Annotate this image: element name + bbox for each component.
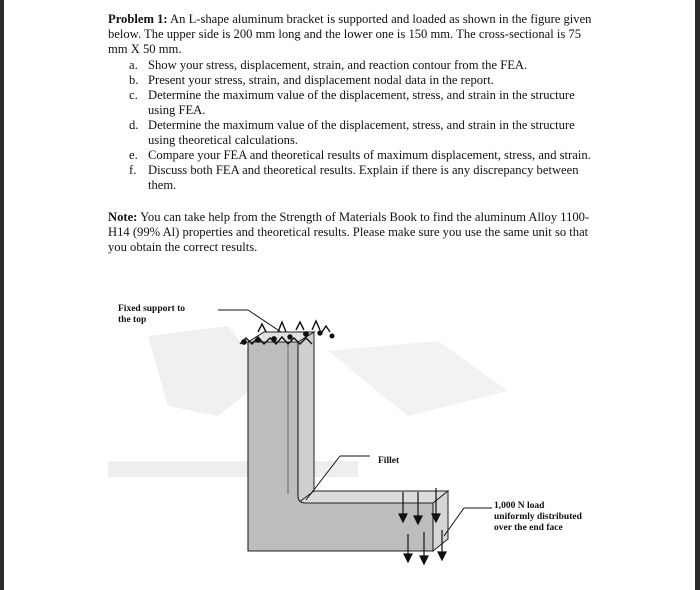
task-marker: d. bbox=[129, 118, 139, 132]
fixed-support-label bbox=[118, 304, 185, 326]
problem-statement bbox=[108, 12, 598, 57]
ghost-shape-right bbox=[328, 341, 508, 416]
task-item-f bbox=[129, 163, 598, 193]
bracket-figure bbox=[108, 296, 598, 586]
bracket-drawing bbox=[108, 296, 598, 586]
left-frame-edge bbox=[0, 0, 4, 590]
note-text: You can take help from the Strength of Materials Book to find the aluminum Alloy 1100-H14 (99% Al) properties and theoretical results. Please make sure you use the same unit so that you obtain the correct results. bbox=[108, 210, 590, 254]
problem-label: Problem 1: bbox=[108, 12, 168, 26]
task-item-c bbox=[129, 88, 598, 118]
task-text: Discuss both FEA and theoretical results. Explain if there is any discrepancy between them. bbox=[148, 163, 579, 192]
task-item-b bbox=[129, 73, 598, 88]
document-body bbox=[108, 12, 598, 255]
load-label-line: over the end face bbox=[494, 523, 563, 533]
fixed-support-label-line: Fixed support to bbox=[118, 304, 186, 314]
task-item-a bbox=[129, 58, 598, 73]
load-label-line: 1,000 N load bbox=[494, 501, 545, 511]
right-frame-edge bbox=[695, 0, 700, 590]
task-text: Compare your FEA and theoretical results of maximum displacement, stress, and strain. bbox=[148, 148, 591, 162]
task-marker: a. bbox=[129, 58, 138, 72]
note-section bbox=[108, 210, 598, 255]
fixed-support-label-line: the top bbox=[118, 315, 147, 325]
task-item-d bbox=[129, 118, 598, 148]
load-label-line: uniformly distributed bbox=[494, 512, 582, 522]
problem-text: An L-shape aluminum bracket is supported and loaded as shown in the figure given below. The upper side is 200 mm long and the lower one is 150 mm. The cross-sectional is 75 mm X 50 mm. bbox=[108, 12, 592, 56]
task-text: Determine the maximum value of the displacement, stress, and strain in the structure using theoretical calculations. bbox=[148, 118, 575, 147]
load-label bbox=[494, 501, 582, 534]
ghost-band bbox=[108, 461, 358, 477]
note-label: Note: bbox=[108, 210, 138, 224]
task-text: Present your stress, strain, and displacement nodal data in the report. bbox=[148, 73, 494, 87]
task-marker: f. bbox=[129, 163, 137, 177]
task-marker: b. bbox=[129, 73, 139, 87]
task-text: Show your stress, displacement, strain, and reaction contour from the FEA. bbox=[148, 58, 528, 72]
bottom-arm-top-face bbox=[298, 491, 448, 503]
task-text: Determine the maximum value of the displacement, stress, and strain in the structure using FEA. bbox=[148, 88, 575, 117]
note-paragraph bbox=[108, 210, 598, 255]
task-marker: e. bbox=[129, 148, 138, 162]
task-item-e bbox=[129, 148, 598, 163]
fillet-label: Fillet bbox=[378, 456, 400, 466]
task-list bbox=[108, 58, 598, 193]
problem-section bbox=[108, 12, 598, 193]
task-marker: c. bbox=[129, 88, 138, 102]
